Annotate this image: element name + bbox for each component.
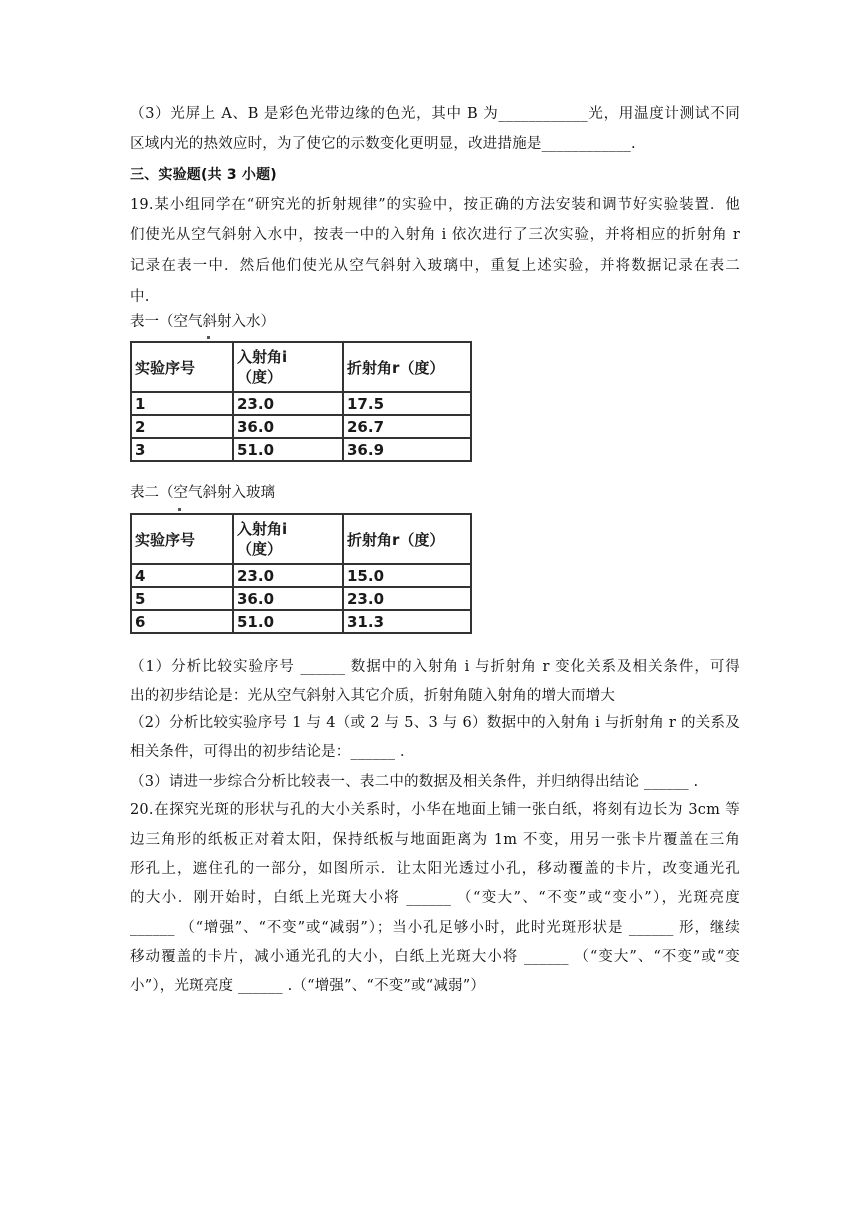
table1-cell: 36.0 — [233, 415, 343, 438]
table2-caption: 表二（空气斜射入玻璃 — [130, 485, 275, 501]
table1-cell: 51.0 — [233, 438, 343, 461]
table1-header-row — [131, 342, 471, 392]
q18-part3-line-2: 区域内光的热效应时，为了使它的示数变化更明显，改进措施是____________. — [130, 136, 636, 152]
table1-cell: 2 — [131, 415, 233, 438]
table2-cell: 31.3 — [343, 610, 471, 633]
table-row — [131, 587, 471, 610]
scan-artifact — [207, 336, 210, 339]
q19-sub2-line-2: 相关条件，可得出的初步结论是：______ ． — [130, 744, 415, 760]
table2-header-row — [131, 514, 471, 564]
table2-header-incidence-line2: （度） — [237, 540, 283, 558]
q19-line-4: 中. — [130, 289, 150, 305]
table-row — [131, 438, 471, 461]
table-row — [131, 564, 471, 587]
q19-line-1: 19.某小组同学在“研究光的折射规律”的实验中，按正确的方法安装和调节好实验装置．他 — [130, 197, 740, 213]
table-row — [131, 392, 471, 415]
q19-line-2: 们使光从空气斜射入水中，按表一中的入射角 i 依次进行了三次实验，并将相应的折射角 r — [130, 227, 740, 243]
table1-header-incidence-line1: 入射角i — [237, 348, 288, 366]
table2-cell: 51.0 — [233, 610, 343, 633]
table1-cell: 3 — [131, 438, 233, 461]
scan-artifact — [178, 508, 181, 511]
table1-header-refraction: 折射角r（度） — [343, 342, 471, 392]
q20-line-1: 20.在探究光斑的形状与孔的大小关系时，小华在地面上铺一张白纸，将刻有边长为 3cm 等 — [130, 802, 740, 818]
table1 — [130, 341, 472, 462]
table2-cell: 6 — [131, 610, 233, 633]
table1-cell: 26.7 — [343, 415, 471, 438]
table-row — [131, 610, 471, 633]
q19-sub1-line-2: 出的初步结论是：光从空气斜射入其它介质，折射角随入射角的增大而增大 — [130, 688, 616, 704]
table2-header-incidence-line1: 入射角i — [237, 520, 288, 538]
q20-line-4: 的大小．刚开始时，白纸上光斑大小将 ______ （“变大”、“不变”或“变小”），光斑亮度 — [130, 890, 740, 906]
table2 — [130, 513, 472, 634]
table1-header-incidence-line2: （度） — [237, 368, 283, 386]
q20-line-2: 边三角形的纸板正对着太阳，保持纸板与地面距离为 1m 不变，用另一张卡片覆盖在三角 — [130, 832, 740, 848]
q20-line-5: ______ （“增强”、“不变”或“减弱”）；当小孔足够小时，此时光斑形状是 ______ 形，继续 — [130, 920, 740, 936]
q18-part3-line-1: （3）光屏上 A、B 是彩色光带边缘的色光，其中 B 为____________光，用温度计测试不同 — [130, 106, 740, 122]
table2-cell: 15.0 — [343, 564, 471, 587]
table2-header-index: 实验序号 — [131, 514, 233, 564]
section-heading: 三、实验题(共 3 小题) — [130, 167, 277, 183]
table2-cell: 5 — [131, 587, 233, 610]
q19-sub3-line: （3）请进一步综合分析比较表一、表二中的数据及相关条件，并归纳得出结论 ______ . — [130, 774, 699, 790]
table2-cell: 36.0 — [233, 587, 343, 610]
table1-header-incidence — [233, 342, 343, 392]
table2-header-incidence — [233, 514, 343, 564]
q19-sub2-line-1: （2）分析比较实验序号 1 与 4（或 2 与 5、3 与 6）数据中的入射角 i 与折射角 r 的关系及 — [130, 715, 740, 731]
q19-sub1-line-1: （1）分析比较实验序号 ______ 数据中的入射角 i 与折射角 r 变化关系及相关条件，可得 — [130, 659, 740, 675]
table1-caption: 表一（空气斜射入水） — [130, 314, 275, 330]
table-row — [131, 415, 471, 438]
table2-cell: 23.0 — [343, 587, 471, 610]
table1-cell: 17.5 — [343, 392, 471, 415]
table1-cell: 23.0 — [233, 392, 343, 415]
table1-header-index: 实验序号 — [131, 342, 233, 392]
table2-header-refraction: 折射角r（度） — [343, 514, 471, 564]
table1-cell: 36.9 — [343, 438, 471, 461]
q20-line-3: 形孔上，遮住孔的一部分，如图所示．让太阳光透过小孔，移动覆盖的卡片，改变通光孔 — [130, 861, 740, 877]
q20-line-6: 移动覆盖的卡片，减小通光孔的大小，白纸上光斑大小将 ______ （“变大”、“不变”或“变 — [130, 949, 740, 965]
q20-line-7: 小”），光斑亮度 ______ .（“增强”、“不变”或“减弱”） — [130, 978, 486, 994]
table2-cell: 23.0 — [233, 564, 343, 587]
table2-cell: 4 — [131, 564, 233, 587]
table1-cell: 1 — [131, 392, 233, 415]
q19-line-3: 记录在表一中．然后他们使光从空气斜射入玻璃中，重复上述实验，并将数据记录在表二 — [130, 258, 740, 274]
